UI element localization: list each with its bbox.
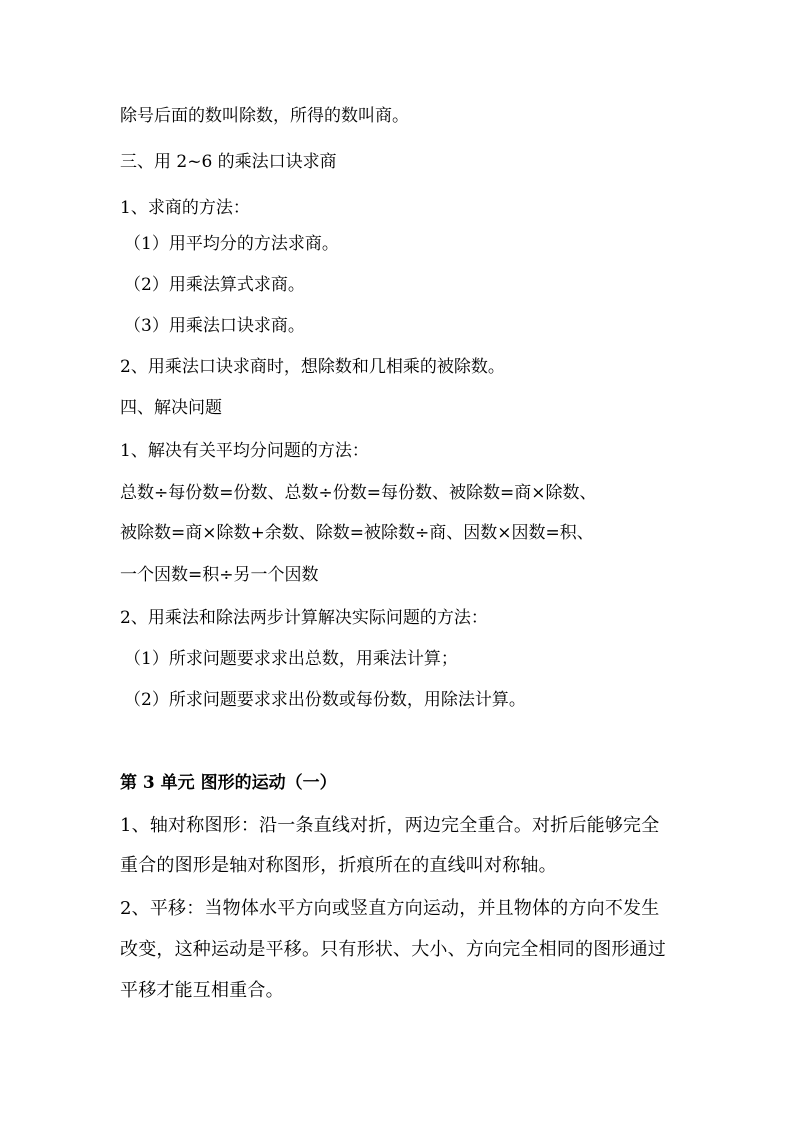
formula-line: 总数÷每份数=份数、总数÷份数=每份数、被除数=商×除数、 [120,483,597,503]
paragraph-line: 2、平移：当物体水平方向或竖直方向运动，并且物体的方向不发生 [120,898,660,919]
section-heading: 三、用 2~6 的乘法口诀求商 [120,152,337,172]
unit-heading: 第 3 单元 图形的运动（一） [120,773,337,793]
paragraph-line: 平移才能互相重合。 [120,980,284,1001]
list-item: （2）所求问题要求求出份数或每份数，用除法计算。 [124,690,526,710]
text-line: 2、用乘法和除法两步计算解决实际问题的方法： [120,608,488,628]
formula-line: 被除数=商×除数+余数、除数=被除数÷商、因数×因数=积、 [120,523,594,543]
text-line: 1、解决有关平均分问题的方法： [120,441,369,461]
formula-line: 一个因数=积÷另一个因数 [120,565,319,585]
text-line: 除号后面的数叫除数，所得的数叫商。 [120,106,409,126]
paragraph-line: 1、轴对称图形：沿一条直线对折，两边完全重合。对折后能够完全 [120,815,660,836]
list-item: （1）所求问题要求求出总数，用乘法计算； [124,649,458,669]
section-heading: 四、解决问题 [120,398,222,418]
paragraph-line: 重合的图形是轴对称图形，折痕所在的直线叫对称轴。 [120,855,557,876]
list-item: （2）用乘法算式求商。 [124,275,305,295]
paragraph-line: 改变，这种运动是平移。只有形状、大小、方向完全相同的图形通过 [120,939,666,960]
text-line: 2、用乘法口诀求商时，想除数和几相乘的被除数。 [120,357,505,377]
list-item: （3）用乘法口诀求商。 [124,316,305,336]
text-line: 1、求商的方法： [120,198,250,218]
list-item: （1）用平均分的方法求商。 [124,234,339,254]
